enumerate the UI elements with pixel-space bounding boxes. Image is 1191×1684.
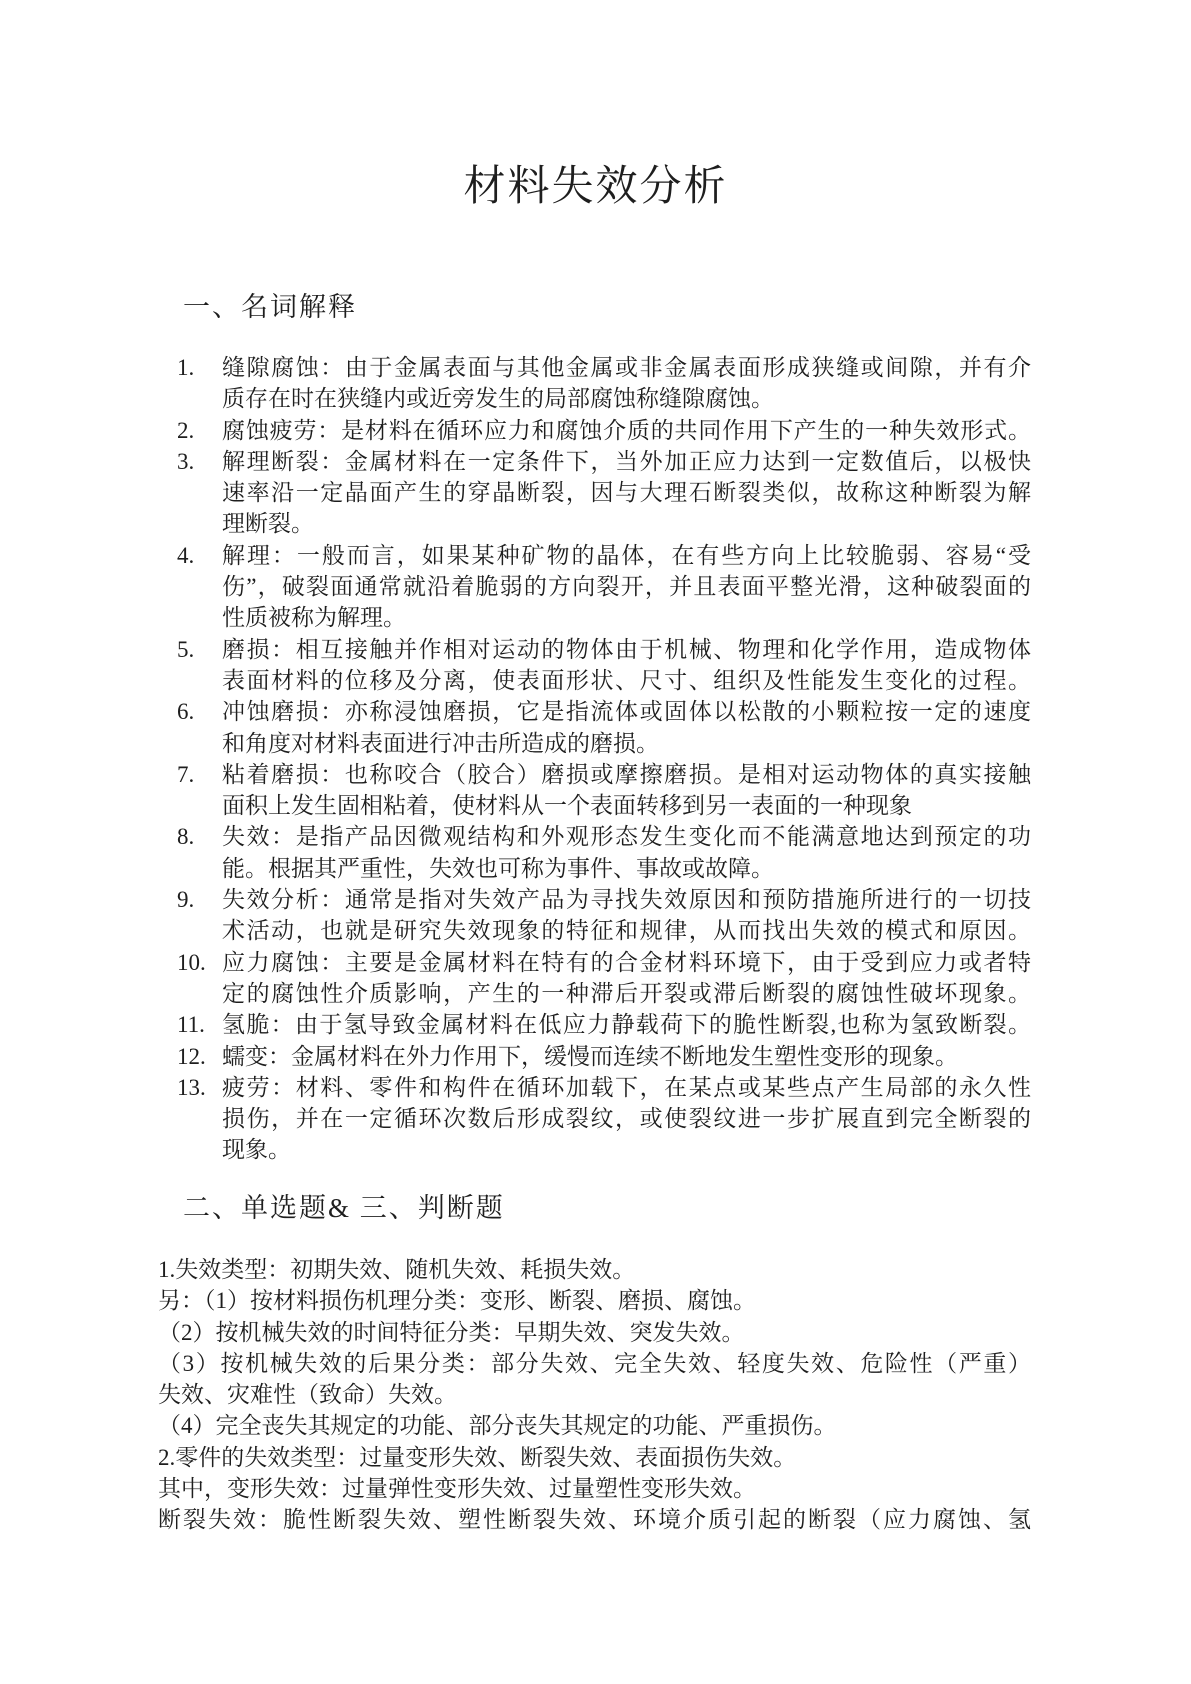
- definition-item: [177, 884, 1031, 947]
- definition-item: [177, 696, 1031, 759]
- item-number: 9.: [177, 887, 195, 913]
- text-line: （2）按机械失效的时间特征分类：早期失效、突发失效。: [158, 1319, 745, 1345]
- text-line: 伤”，破裂面通常就沿着脆弱的方向裂开，并且表面平整光滑，这种破裂面的: [222, 574, 1031, 600]
- definition-item: [177, 1009, 1031, 1040]
- definition-item: [177, 947, 1031, 1010]
- text-line: 断裂失效：脆性断裂失效、塑性断裂失效、环境介质引起的断裂（应力腐蚀、氢: [158, 1507, 1031, 1533]
- text-line: （4）完全丧失其规定的功能、部分丧失其规定的功能、严重损伤。: [158, 1413, 837, 1439]
- item-text: [222, 1072, 1031, 1166]
- definition-item: [177, 1072, 1031, 1166]
- item-number: 5.: [177, 636, 195, 662]
- text-line: （3）按机械失效的后果分类：部分失效、完全失效、轻度失效、危险性（严重）: [158, 1350, 1031, 1376]
- text-line: 能。根据其严重性，失效也可称为事件、事故或故障。: [222, 855, 774, 881]
- item-number: 2.: [177, 417, 195, 443]
- item-text: [222, 821, 1031, 884]
- item-text: [222, 947, 1031, 1010]
- text-line: 术活动，也就是研究失效现象的特征和规律，从而找出失效的模式和原因。: [222, 918, 1031, 944]
- document-title: 材料失效分析: [463, 164, 728, 210]
- item-text: [222, 540, 1031, 634]
- item-text: [222, 696, 1031, 759]
- item-text: [222, 446, 1031, 540]
- item-number: 3.: [177, 448, 195, 474]
- item-text: [222, 1009, 1031, 1040]
- item-number: 11.: [177, 1012, 205, 1038]
- text-line: 冲蚀磨损：亦称浸蚀磨损，它是指流体或固体以松散的小颗粒按一定的速度: [222, 699, 1031, 725]
- text-line: 面积上发生固相粘着，使材料从一个表面转移到另一表面的一种现象: [222, 793, 912, 819]
- text-line: 性质被称为解理。: [222, 605, 406, 631]
- item-text: [222, 884, 1031, 947]
- definition-item: [177, 759, 1031, 822]
- text-line: 蠕变：金属材料在外力作用下，缓慢而连续不断地发生塑性变形的现象。: [222, 1043, 958, 1069]
- text-line: 解理：一般而言，如果某种矿物的晶体，在有些方向上比较脆弱、容易“受: [222, 542, 1031, 568]
- item-text: [222, 759, 1031, 822]
- definition-item: [177, 821, 1031, 884]
- text-line: 疲劳：材料、零件和构件在循环加载下，在某点或某些点产生局部的永久性: [222, 1074, 1031, 1100]
- item-text: [222, 352, 1031, 415]
- item-number: 1.: [177, 355, 195, 380]
- text-line: 氢脆：由于氢导致金属材料在低应力静载荷下的脆性断裂,也称为氢致断裂。: [222, 1012, 1031, 1038]
- item-number: 7.: [177, 761, 195, 787]
- text-line: 失效、灾难性（致命）失效。: [158, 1382, 457, 1408]
- item-number: 10.: [177, 949, 206, 975]
- text-line: 粘着磨损：也称咬合（胶合）磨损或摩擦磨损。是相对运动物体的真实接触: [222, 761, 1031, 787]
- text-line: 磨损：相互接触并作相对运动的物体由于机械、物理和化学作用，造成物体: [222, 636, 1031, 662]
- item-number: 6.: [177, 699, 195, 725]
- definition-item: [177, 1041, 1031, 1072]
- text-line: 和角度对材料表面进行冲击所造成的磨损。: [222, 730, 659, 756]
- item-number: 4.: [177, 542, 195, 568]
- text-line: 应力腐蚀：主要是金属材料在特有的合金材料环境下，由于受到应力或者特: [222, 949, 1031, 975]
- item-number: 12.: [177, 1043, 206, 1069]
- definition-item: [177, 352, 1031, 415]
- section1-heading: 一、名词解释: [183, 292, 357, 322]
- text-line: 现象。: [222, 1137, 291, 1163]
- text-line: 理断裂。: [222, 511, 314, 537]
- definition-item: [177, 415, 1031, 446]
- text-line: 2.零件的失效类型：过量变形失效、断裂失效、表面损伤失效。: [158, 1444, 797, 1470]
- text-line: 缝隙腐蚀：由于金属表面与其他金属或非金属表面形成狭缝或间隙，并有介: [222, 355, 1031, 380]
- text-line: 定的腐蚀性介质影响，产生的一种滞后开裂或滞后断裂的腐蚀性破坏现象。: [222, 980, 1031, 1006]
- section2-body: [158, 1254, 1031, 1536]
- text-line: 失效分析：通常是指对失效产品为寻找失效原因和预防措施所进行的一切技: [222, 887, 1031, 913]
- item-text: [222, 634, 1031, 697]
- text-line: 速率沿一定晶面产生的穿晶断裂，因与大理石断裂类似，故称这种断裂为解: [222, 480, 1031, 506]
- text-line: 损伤，并在一定循环次数后形成裂纹，或使裂纹进一步扩展直到完全断裂的: [222, 1106, 1031, 1132]
- section2-heading: 二、单选题& 三、判断题: [183, 1193, 505, 1223]
- item-number: 13.: [177, 1074, 206, 1100]
- item-text: [222, 415, 1031, 446]
- text-line: 失效：是指产品因微观结构和外观形态发生变化而不能满意地达到预定的功: [222, 824, 1031, 850]
- text-line: 另：（1）按材料损伤机理分类：变形、断裂、磨损、腐蚀。: [158, 1288, 756, 1314]
- item-number: 8.: [177, 824, 195, 850]
- text-line: 腐蚀疲劳：是材料在循环应力和腐蚀介质的共同作用下产生的一种失效形式。: [222, 417, 1031, 443]
- definition-item: [177, 634, 1031, 697]
- definition-item: [177, 540, 1031, 634]
- text-line: 质存在时在狭缝内或近旁发生的局部腐蚀称缝隙腐蚀。: [222, 386, 774, 412]
- text-line: 其中，变形失效：过量弹性变形失效、过量塑性变形失效。: [158, 1476, 756, 1502]
- item-text: [222, 1041, 1031, 1072]
- text-line: 解理断裂：金属材料在一定条件下，当外加正应力达到一定数值后，以极快: [222, 448, 1031, 474]
- definition-item: [177, 446, 1031, 540]
- text-line: 表面材料的位移及分离，使表面形状、尺寸、组织及性能发生变化的过程。: [222, 667, 1031, 693]
- text-line: 1.失效类型：初期失效、随机失效、耗损失效。: [158, 1257, 636, 1282]
- definition-list: [177, 352, 1031, 1166]
